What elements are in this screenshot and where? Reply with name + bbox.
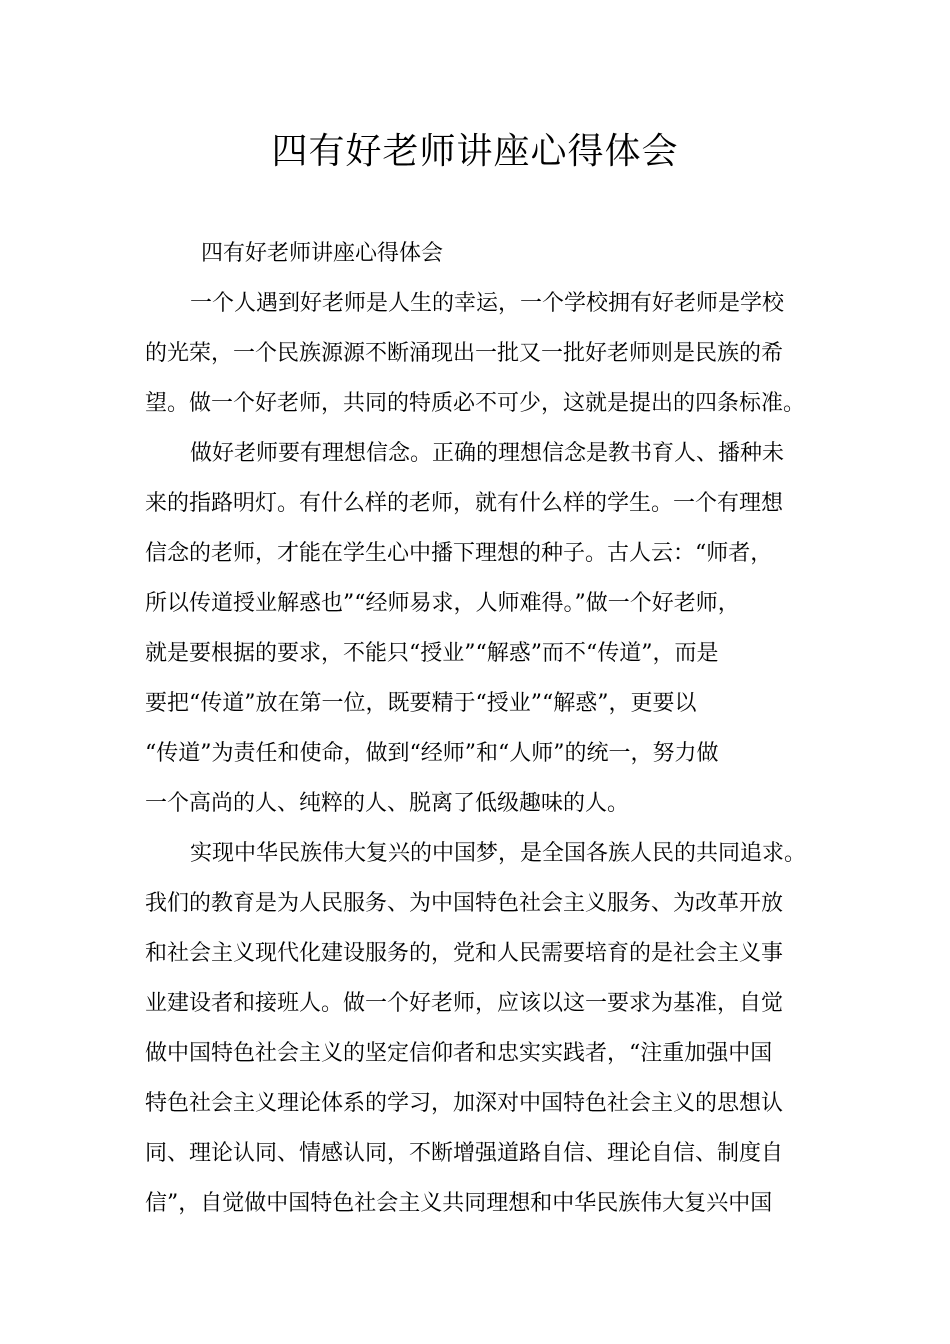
subtitle-line: 四有好老师讲座心得体会 bbox=[201, 241, 444, 266]
paragraph-line: 一个人遇到好老师是人生的幸运，一个学校拥有好老师是学校 bbox=[190, 291, 785, 316]
paragraph-line: 一个高尚的人、纯粹的人、脱离了低级趣味的人。 bbox=[145, 791, 630, 816]
paragraph-line: 所以传道授业解惑也”“经师易求，人师难得。”做一个好老师， bbox=[145, 591, 740, 616]
paragraph-line: 做中国特色社会主义的坚定信仰者和忠实实践者，“注重加强中国 bbox=[145, 1041, 773, 1066]
paragraph-line: 我们的教育是为人民服务、为中国特色社会主义服务、为改革开放 bbox=[145, 891, 784, 916]
paragraph-line: 望。做一个好老师，共同的特质必不可少，这就是提出的四条标准。 bbox=[145, 391, 806, 416]
paragraph-line: 特色社会主义理论体系的学习，加深对中国特色社会主义的思想认 bbox=[145, 1091, 784, 1116]
paragraph-line: 信”，自觉做中国特色社会主义共同理想和中华民族伟大复兴中国 bbox=[145, 1191, 773, 1216]
paragraph-line: 的光荣，一个民族源源不断涌现出一批又一批好老师则是民族的希 bbox=[145, 341, 784, 366]
document-body bbox=[145, 229, 817, 1229]
paragraph-line: 来的指路明灯。有什么样的老师，就有什么样的学生。一个有理想 bbox=[145, 491, 784, 516]
document-title: 四有好老师讲座心得体会 bbox=[271, 131, 679, 172]
paragraph-line: 信念的老师，才能在学生心中播下理想的种子。古人云：“师者， bbox=[145, 541, 773, 566]
paragraph-line: 实现中华民族伟大复兴的中国梦，是全国各族人民的共同追求。 bbox=[190, 841, 807, 866]
paragraph-line: 业建设者和接班人。做一个好老师，应该以这一要求为基准，自觉 bbox=[145, 991, 784, 1016]
paragraph-line: 就是要根据的要求，不能只“授业”“解惑”而不“传道”，而是 bbox=[145, 641, 719, 666]
paragraph-line: 同、理论认同、情感认同，不断增强道路自信、理论自信、制度自 bbox=[145, 1141, 784, 1166]
paragraph-line: “传道”为责任和使命，做到“经师”和“人师”的统一，努力做 bbox=[145, 741, 719, 766]
paragraph-line: 和社会主义现代化建设服务的，党和人民需要培育的是社会主义事 bbox=[145, 941, 784, 966]
paragraph-line: 做好老师要有理想信念。正确的理想信念是教书育人、播种未 bbox=[190, 441, 785, 466]
paragraph-line: 要把“传道”放在第一位，既要精于“授业”“解惑”，更要以 bbox=[145, 691, 697, 716]
